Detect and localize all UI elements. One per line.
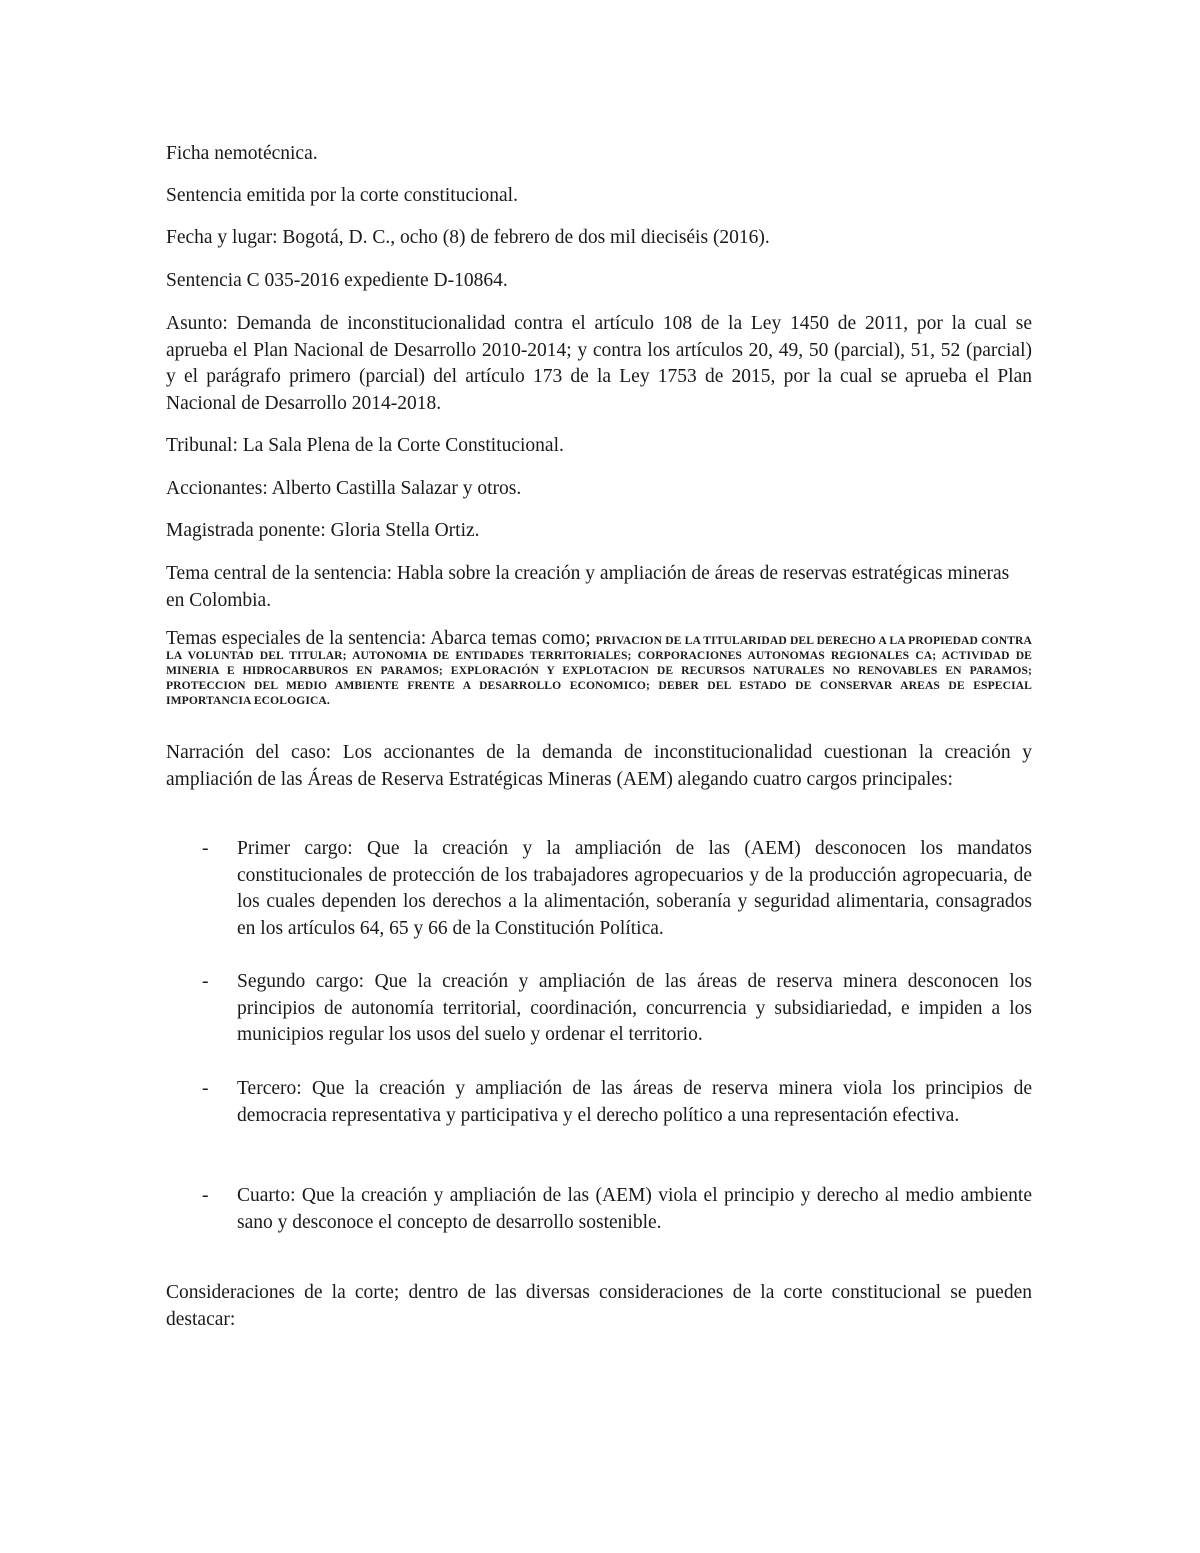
line-accionantes: Accionantes: Alberto Castilla Salazar y otros. [166,478,522,499]
line-sentencia-emitida: Sentencia emitida por la corte constitucional. [166,185,518,206]
bullet-dash: - [202,971,209,992]
line-magistrada: Magistrada ponente: Gloria Stella Ortiz. [166,520,480,541]
cargo-text: Cuarto: Que la creación y ampliación de las (AEM) viola el principio y derecho al medio ambiente sano y desconoce el concepto de desarrollo sostenible. [237,1185,1032,1233]
paragraph-narracion: Narración del caso: Los accionantes de la demanda de inconstitucionalidad cuestionan la creación y ampliación de las Áreas de Reserva Estratégicas Mineras (AEM) alegando cuatro cargos principales: [166,742,1032,790]
line-fecha-lugar: Fecha y lugar: Bogotá, D. C., ocho (8) de febrero de dos mil dieciséis (2016). [166,227,770,248]
temas-especiales-list: PRIVACION DE LA TITULARIDAD DEL DERECHO A LA PROPIEDAD CONTRA LA VOLUNTAD DEL TITULAR; AUTONOMIA DE ENTIDADES TERRITORIALES; CORPORACIONES AUTONOMAS REGIONALES CA; ACTIVIDAD DE MINERIA E HIDROCARBUROS EN PARAMOS; EXPLORACIÓN Y EXPLOTACION DE RECURSOS NATURALES NO RENOVABLES EN PARAMOS; PROTECCION DEL MEDIO AMBIENTE FRENTE A DESARROLLO ECONOMICO; DEBER DEL ESTADO DE CONSERVAR AREAS DE ESPECIAL IMPORTANCIA ECOLOGICA. [166,634,1032,707]
heading-ficha: Ficha nemotécnica. [166,143,318,164]
cargo-text: Primer cargo: Que la creación y la ampliación de las (AEM) desconocen los mandatos constitucionales de protección de los trabajadores agropecuarios y de la producción agropecuaria, de los cuales dependen los derechos a la alimentación, soberanía y seguridad alimentaria, consagrados en los artículos 64, 65 y 66 de la Constitución Política. [237,838,1032,939]
line-tribunal: Tribunal: La Sala Plena de la Corte Constitucional. [166,435,564,456]
paragraph-tema-central: Tema central de la sentencia: Habla sobre la creación y ampliación de áreas de reservas estratégicas mineras en Colombia. [166,563,1010,611]
temas-especiales-lead: Temas especiales de la sentencia: Abarca temas como; [166,628,596,649]
paragraph-temas-especiales [166,628,1032,708]
line-sentencia-expediente: Sentencia C 035-2016 expediente D-10864. [166,270,508,291]
bullet-dash: - [202,1185,209,1206]
paragraph-consideraciones: Consideraciones de la corte; dentro de las diversas consideraciones de la corte constitucional se pueden destacar: [166,1282,1032,1330]
cargo-text: Tercero: Que la creación y ampliación de las áreas de reserva minera viola los principios de democracia representativa y participativa y el derecho político a una representación efectiva. [237,1078,1032,1126]
bullet-dash: - [202,838,209,859]
cargo-text: Segundo cargo: Que la creación y ampliación de las áreas de reserva minera desconocen los principios de autonomía territorial, coordinación, concurrencia y subsidiariedad, e impiden a los municipios regular los usos del suelo y ordenar el territorio. [237,971,1032,1045]
bullet-dash: - [202,1078,209,1099]
paragraph-asunto: Asunto: Demanda de inconstitucionalidad contra el artículo 108 de la Ley 1450 de 2011, por la cual se aprueba el Plan Nacional de Desarrollo 2010-2014; y contra los artículos 20, 49, 50 (parcial), 51, 52 (parcial) y el parágrafo primero (parcial) del artículo 173 de la Ley 1753 de 2015, por la cual se aprueba el Plan Nacional de Desarrollo 2014-2018. [166,313,1032,414]
